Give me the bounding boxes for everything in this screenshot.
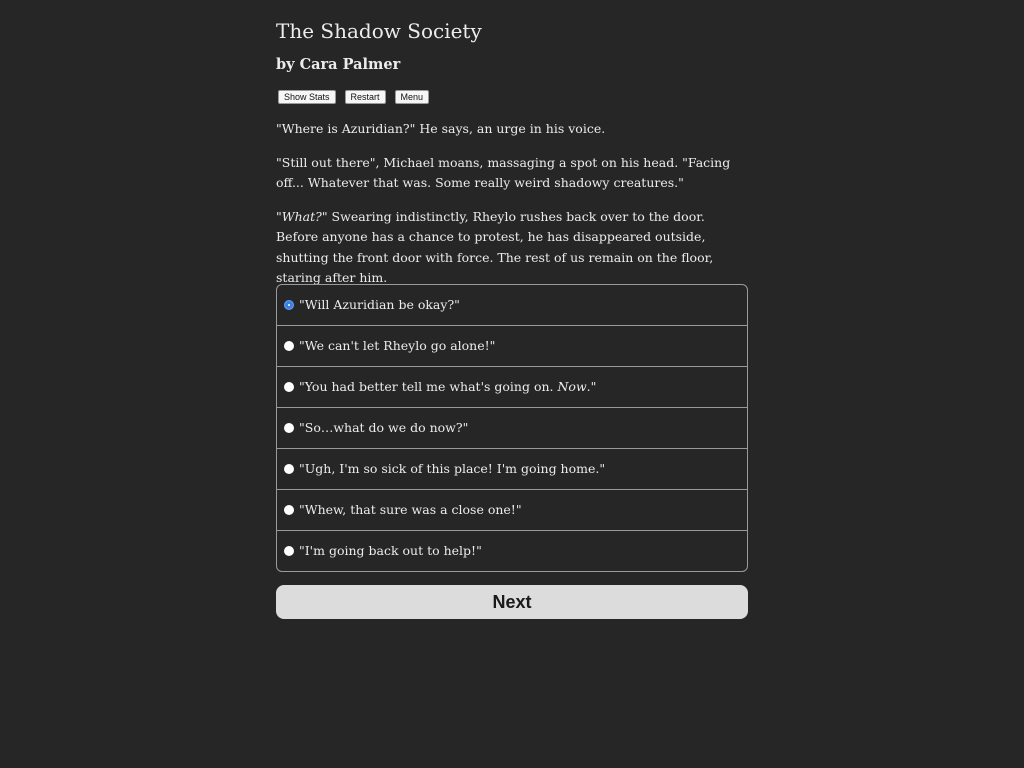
choice-label-after: ." — [586, 379, 597, 394]
radio-button-selected[interactable] — [284, 300, 294, 310]
game-title: The Shadow Society — [276, 19, 482, 43]
restart-button[interactable]: Restart — [345, 90, 386, 104]
next-button[interactable]: Next — [276, 585, 748, 619]
choice-label: "Will Azuridian be okay?" — [299, 297, 460, 312]
story-paragraph — [276, 207, 748, 289]
choice-option[interactable] — [277, 530, 747, 571]
emphasis-text: What? — [281, 208, 322, 224]
story-paragraph: "Still out there", Michael moans, massaging a spot on his head. "Facing off... Whatever that was. Some really weird shadowy creatures." — [276, 154, 731, 190]
choice-label-before: "You had better tell me what's going on. — [299, 379, 558, 394]
choice-option[interactable] — [277, 366, 747, 407]
game-author: by Cara Palmer — [276, 56, 401, 73]
choice-option[interactable] — [277, 285, 747, 325]
story-text-rest: " Swearing indistinctly, Rheylo rushes back over to the door. Before anyone has a chance to protest, he has disappeared outside, shutting the front door with force. The rest of us remain on the floor, staring after him. — [276, 208, 714, 285]
choice-option[interactable] — [277, 489, 747, 530]
radio-button[interactable] — [284, 382, 294, 392]
choice-label — [299, 379, 596, 395]
choice-label-emphasis: Now — [557, 379, 587, 394]
choice-option[interactable] — [277, 448, 747, 489]
radio-button[interactable] — [284, 341, 294, 351]
quote-mark: " — [276, 208, 282, 224]
radio-button[interactable] — [284, 464, 294, 474]
menu-button[interactable]: Menu — [395, 90, 430, 104]
story-paragraph: "Where is Azuridian?" He says, an urge in his voice. — [276, 121, 606, 136]
radio-button[interactable] — [284, 423, 294, 433]
radio-button[interactable] — [284, 546, 294, 556]
choice-list — [276, 284, 748, 572]
choice-label: "So…what do we do now?" — [299, 420, 469, 435]
toolbar — [278, 90, 438, 104]
choice-label: "I'm going back out to help!" — [299, 543, 482, 558]
show-stats-button[interactable]: Show Stats — [278, 90, 336, 104]
choice-label: "We can't let Rheylo go alone!" — [299, 338, 496, 353]
choice-option[interactable] — [277, 407, 747, 448]
choice-label: "Whew, that sure was a close one!" — [299, 502, 522, 517]
radio-button[interactable] — [284, 505, 294, 515]
choice-label: "Ugh, I'm so sick of this place! I'm going home." — [299, 461, 606, 476]
story-text — [276, 119, 748, 302]
choice-option[interactable] — [277, 325, 747, 366]
